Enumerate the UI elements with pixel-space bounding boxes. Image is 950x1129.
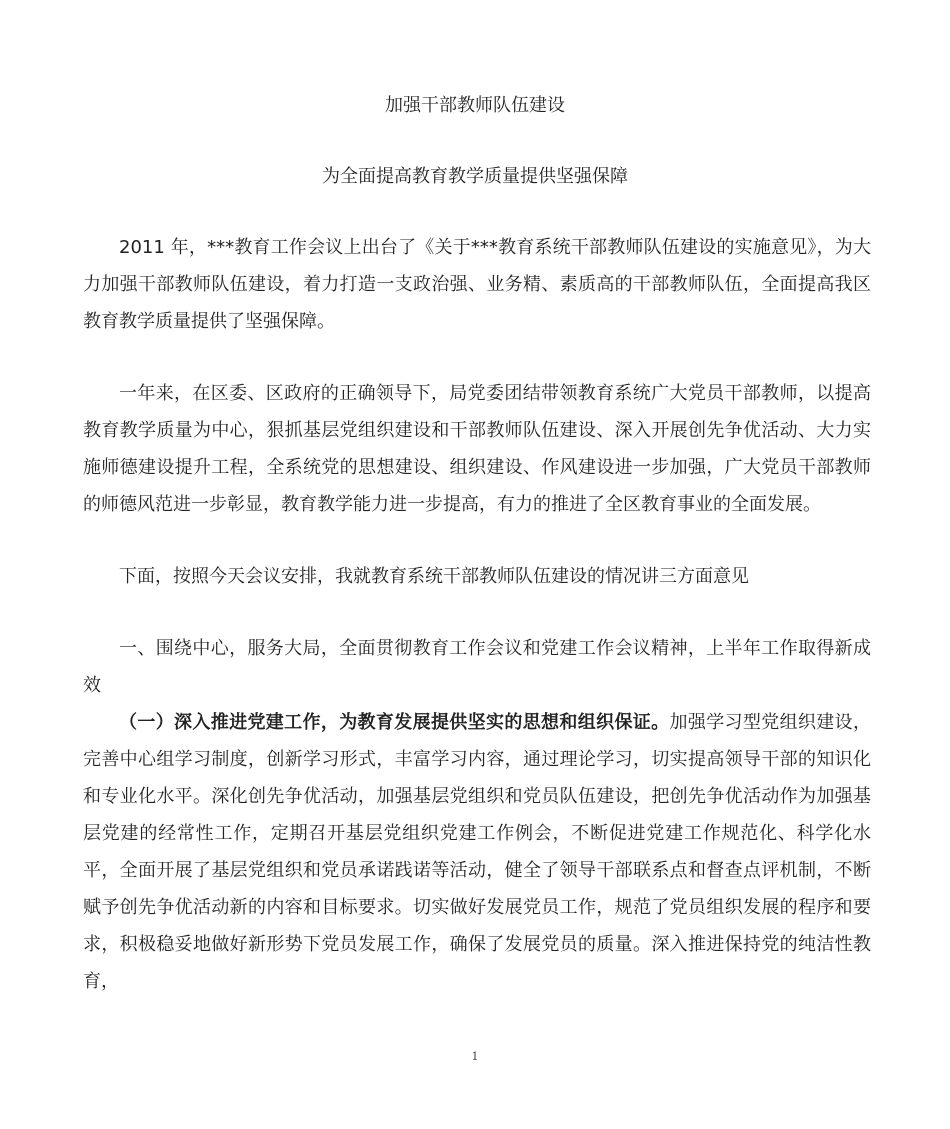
section-heading-one: 一、围绕中心，服务大局，全面贯彻教育工作会议和党建工作会议精神，上半年工作取得新成效 xyxy=(83,638,871,696)
page-number: 1 xyxy=(471,1050,479,1063)
document-title: 加强干部教师队伍建设 xyxy=(385,95,565,116)
section1-heading: （一）深入推进党建工作，为教育发展提供坚实的思想和组织保证。 xyxy=(119,712,670,733)
paragraph-summary: 一年来，在区委、区政府的正确领导下，局党委团结带领教育系统广大党员干部教师，以提高教育教学质量为中心，狠抓基层党组织建设和干部教师队伍建设、深入开展创先争优活动、大力实施师德建设提升工程，全系统党的思想建设、组织建设、作风建设进一步加强，广大党员干部教师的师德风范进一步彰显，教育教学能力进一步提高，有力的推进了全区教育事业的全面发展。 xyxy=(83,383,871,515)
section1-body: 加强学习型党组织建设，完善中心组学习制度，创新学习形式，丰富学习内容，通过理论学习，切实提高领导干部的知识化和专业化水平。深化创先争优活动，加强基层党组织和党员队伍建设，把创先争优活动作为加强基层党建的经常性工作，定期召开基层党组织党建工作例会，不断促进党建工作规范化、科学化水平，全面开展了基层党组织和党员承诺践诺等活动，健全了领导干部联系点和督查点评机制，不断赋予创先争优活动新的内容和目标要求。切实做好发展党员工作，规范了党员组织发展的程序和要求，积极稳妥地做好新形势下党员发展工作，确保了发展党员的质量。深入推进保持党的纯洁性教育， xyxy=(83,712,871,992)
paragraph-agenda: 下面，按照今天会议安排，我就教育系统干部教师队伍建设的情况讲三方面意见 xyxy=(119,566,749,587)
document-subtitle: 为全面提高教育教学质量提供坚强保障 xyxy=(322,166,628,187)
paragraph-section1 xyxy=(83,704,871,1000)
paragraph-intro: 2011 年，***教育工作会议上出台了《关于***教育系统干部教师队伍建设的实施意见》，为大力加强干部教师队伍建设，着力打造一支政治强、业务精、素质高的干部教师队伍，全面提高我区教育教学质量提供了坚强保障。 xyxy=(83,237,871,332)
